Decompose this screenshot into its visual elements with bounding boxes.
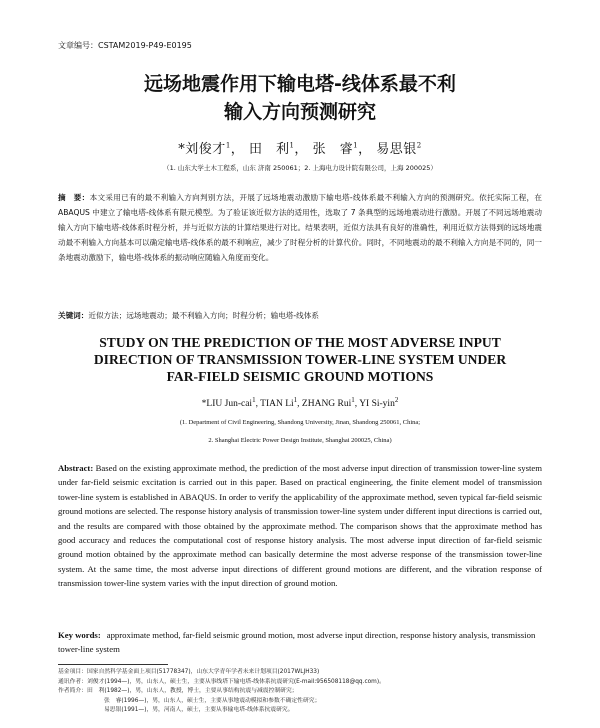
chinese-abstract-label: 摘 要： bbox=[58, 193, 90, 202]
footnote-author-bio: 张 睿(1996—)，男，山东人，硕士生，主要从事地震动模拟和参数不确定性研究； bbox=[104, 697, 321, 704]
author-affiliation-mark: 2 bbox=[416, 141, 422, 150]
footnote-text: 刘俊才(1994—)，男，山东人，硕士生，主要从事线塔下输电塔-线体系抗震研究(E-mail:956508118@qq.com)。 bbox=[87, 678, 385, 685]
english-keywords-label: Key words: bbox=[58, 630, 101, 640]
author-prefix: * bbox=[201, 399, 207, 410]
author-prefix: * bbox=[178, 142, 186, 157]
chinese-keywords-label: 关键词： bbox=[58, 311, 89, 320]
chinese-author-list bbox=[0, 138, 600, 157]
chinese-affiliation: （1. 山东大学土木工程系，山东 济南 250061；2. 上海电力设计院有限公司，上海 200025） bbox=[163, 164, 437, 172]
chinese-title-line-1: 远场地震作用下输电塔-线体系最不利 bbox=[144, 73, 456, 95]
author-separator: , bbox=[354, 399, 360, 410]
author-name: YI Si-yin bbox=[359, 399, 395, 410]
english-affiliation-1: (1. Department of Civil Engineering, Shandong University, Jinan, Shandong 250061, China; bbox=[179, 419, 421, 426]
author-name: 张 睿 bbox=[312, 142, 354, 157]
author-name: TIAN Li bbox=[260, 399, 294, 410]
footnote-divider bbox=[58, 664, 168, 665]
english-abstract-label: Abstract: bbox=[58, 463, 94, 473]
footnote-author-bio bbox=[58, 687, 558, 697]
english-title-line-2: DIRECTION OF TRANSMISSION TOWER-LINE SYSTEM UNDER bbox=[93, 352, 507, 367]
english-author-list bbox=[0, 396, 600, 409]
footnote-author-bio: 易思银(1991—)，男，河南人，硕士，主要从事输电塔-线体系抗震研究。 bbox=[104, 707, 294, 714]
english-keywords bbox=[58, 628, 542, 656]
footnote-fund: 基金项目：国家自然科学基金面上项目(51778347)，山东大学青年学者未来计划项目(2017WLJH33) bbox=[58, 669, 320, 675]
chinese-keywords-text: 近似方法；远场地震动；最不利输入方向；时程分析；输电塔-线体系 bbox=[88, 311, 319, 320]
author-affiliation-mark: 1 bbox=[225, 141, 231, 150]
author-affiliation-mark: 1 bbox=[293, 396, 298, 404]
author-affiliation-mark: 2 bbox=[394, 396, 399, 404]
author-separator: ， bbox=[230, 142, 245, 157]
author-separator: ， bbox=[358, 142, 372, 157]
english-affiliation-2: 2. Shanghai Electric Power Design Institute, Shanghai 200025, China) bbox=[208, 437, 392, 444]
footnote-corresponding-author bbox=[58, 678, 558, 688]
footnote-text: 田 利(1982—)，男，山东人，教授，博士，主要从事结构抗震与减震控制研究； bbox=[87, 688, 298, 695]
english-title-line-3: FAR-FIELD SEISMIC GROUND MOTIONS bbox=[166, 369, 434, 384]
chinese-keywords bbox=[58, 310, 542, 321]
english-title-line-1: STUDY ON THE PREDICTION OF THE MOST ADVERSE INPUT bbox=[99, 335, 501, 350]
author-name: 刘俊才 bbox=[185, 142, 226, 157]
author-affiliation-mark: 1 bbox=[289, 141, 295, 150]
author-separator: , bbox=[255, 399, 261, 410]
english-abstract-text: Based on the existing approximate method, the prediction of the most adverse input direction of transmission tower-line system under far-field seismic excitation is carried out in this paper. Based on practical engineering, the finite element model of transmission tower-line system is established in ABAQUS. In order to verify the applicability of the approximate method, seven typical far-field seismic ground motions are selected. The response history analysis of transmission tower-line system under different input directions is carried out, and the results are compared with those obtained by the approximate method. The comparison shows that the approximate method has good accuracy and reduces the computational cost of response history analysis. The most adverse input direction of far-field seismic ground motion obtained by the approximate method can basically determine the most adverse response of the transmission tower-line system. At the same time, the most adverse input directions of different ground motions are different, and the vibration response of transmission tower-line system varies with the input direction of ground motion. bbox=[58, 463, 542, 589]
article-number: 文章编号：CSTAM2019-P49-E0195 bbox=[58, 41, 192, 50]
chinese-abstract bbox=[58, 190, 542, 265]
english-abstract bbox=[58, 461, 542, 591]
author-separator: ， bbox=[294, 142, 308, 157]
footnotes bbox=[58, 668, 558, 716]
author-affiliation-mark: 1 bbox=[351, 396, 355, 404]
footnote-label: 作者简介： bbox=[58, 688, 87, 695]
english-keywords-text: approximate method, far-field seismic ground motion, most adverse input direction, response history analysis, transmission tower-line system bbox=[58, 630, 536, 654]
author-name: 易思银 bbox=[376, 142, 417, 157]
author-name: 田 利 bbox=[248, 142, 290, 157]
author-affiliation-mark: 1 bbox=[353, 141, 359, 150]
chinese-title-line-2: 输入方向预测研究 bbox=[223, 101, 376, 123]
author-separator: , bbox=[297, 399, 302, 410]
author-name: LIU Jun-cai bbox=[206, 399, 253, 410]
footnote-label: 通讯作者： bbox=[58, 678, 87, 685]
author-affiliation-mark: 1 bbox=[252, 396, 256, 404]
author-name: ZHANG Rui bbox=[301, 399, 352, 410]
chinese-abstract-text: 本文采用已有的最不利输入方向判别方法，开展了远场地震动激励下输电塔-线体系最不利输入方向的预测研究。依托实际工程，在 ABAQUS 中建立了输电塔-线体系有限元模型。为了验证该近似方法的适用性，选取了 7 条典型的远场地震动进行激励。开展了不同远场地震动输入方向下输电塔-线体系时程分析，并与近似方法的计算结果进行对比。结果表明，近似方法具有良好的准确性，利用近似方法得到的远场地震动最不利输入方向基本可以确定输电塔-线体系的最不利响应，减少了时程分析的计算代价。同时，不同地震动的最不利输入方向是不同的，同一条地震动激励下，输电塔-线体系的振动响应随输入角度而变化。 bbox=[58, 193, 543, 262]
